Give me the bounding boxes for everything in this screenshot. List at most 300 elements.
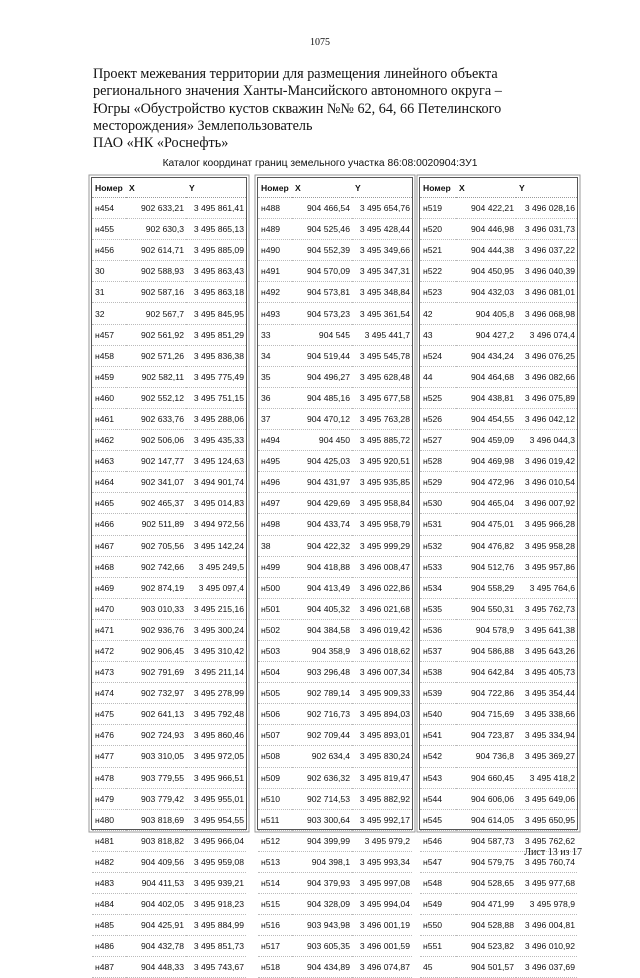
table-row xyxy=(420,303,577,324)
y-coordinate-cell: 3 495 649,06 xyxy=(516,788,577,809)
y-coordinate-cell: 3 495 300,24 xyxy=(186,619,246,640)
point-number-cell: н480 xyxy=(92,809,126,830)
table-row xyxy=(258,936,412,957)
x-coordinate-cell: 904 501,57 xyxy=(456,957,516,978)
x-coordinate-cell: 904 444,38 xyxy=(456,240,516,261)
y-coordinate-cell: 3 495 920,51 xyxy=(352,451,412,472)
table-row xyxy=(420,472,577,493)
x-coordinate-cell: 904 723,87 xyxy=(456,725,516,746)
table-row xyxy=(92,261,246,282)
point-number-cell: н486 xyxy=(92,936,126,957)
title-line-3: Югры «Обустройство кустов скважин №№ 62, 64, 66 Петелинского xyxy=(93,100,502,117)
x-coordinate-cell: 904 573,81 xyxy=(292,282,352,303)
point-number-cell: н544 xyxy=(420,788,456,809)
table-row xyxy=(258,662,412,683)
table-row xyxy=(258,387,412,408)
table-row xyxy=(92,936,246,957)
table-row xyxy=(420,957,577,978)
x-coordinate-cell: 904 434,24 xyxy=(456,345,516,366)
table-row xyxy=(258,725,412,746)
x-coordinate-cell: 904 422,21 xyxy=(456,198,516,219)
x-coordinate-cell: 904 402,05 xyxy=(126,894,186,915)
point-number-cell: 43 xyxy=(420,324,456,345)
x-coordinate-cell: 902 709,44 xyxy=(292,725,352,746)
point-number-cell: н519 xyxy=(420,198,456,219)
point-number-cell: н535 xyxy=(420,598,456,619)
table-row xyxy=(420,662,577,683)
point-number-cell: н545 xyxy=(420,809,456,830)
table-row xyxy=(420,493,577,514)
x-coordinate-cell: 904 411,53 xyxy=(126,873,186,894)
table-row xyxy=(420,598,577,619)
table-row xyxy=(258,809,412,830)
x-coordinate-cell: 902 588,93 xyxy=(126,261,186,282)
x-coordinate-cell: 904 454,55 xyxy=(456,408,516,429)
y-coordinate-cell: 3 495 979,2 xyxy=(352,830,412,851)
y-coordinate-cell: 3 495 978,9 xyxy=(516,894,577,915)
coordinate-table xyxy=(258,178,412,978)
point-number-cell: н470 xyxy=(92,598,126,619)
y-coordinate-cell: 3 496 004,81 xyxy=(516,915,577,936)
point-number-cell: н461 xyxy=(92,408,126,429)
point-number-cell: н460 xyxy=(92,387,126,408)
y-coordinate-cell: 3 495 249,5 xyxy=(186,556,246,577)
y-coordinate-cell: 3 495 288,06 xyxy=(186,408,246,429)
y-coordinate-cell: 3 496 037,69 xyxy=(516,957,577,978)
y-coordinate-cell: 3 495 310,42 xyxy=(186,640,246,661)
table-row xyxy=(420,894,577,915)
x-coordinate-cell: 904 358,9 xyxy=(292,640,352,661)
table-row xyxy=(258,851,412,872)
point-number-cell: н472 xyxy=(92,640,126,661)
point-number-cell: н510 xyxy=(258,788,292,809)
x-coordinate-cell: 904 384,58 xyxy=(292,619,352,640)
x-coordinate-cell: 902 552,12 xyxy=(126,387,186,408)
point-number-cell: н463 xyxy=(92,451,126,472)
x-coordinate-cell: 902 571,26 xyxy=(126,345,186,366)
y-coordinate-cell: 3 495 418,2 xyxy=(516,767,577,788)
point-number-cell: н507 xyxy=(258,725,292,746)
y-coordinate-cell: 3 495 650,95 xyxy=(516,809,577,830)
y-coordinate-cell: 3 495 836,38 xyxy=(186,345,246,366)
x-coordinate-cell: 904 573,23 xyxy=(292,303,352,324)
point-number-cell: н476 xyxy=(92,725,126,746)
x-coordinate-cell: 903 300,64 xyxy=(292,809,352,830)
x-coordinate-cell: 902 641,13 xyxy=(126,704,186,725)
table-row xyxy=(258,830,412,851)
x-coordinate-cell: 904 558,29 xyxy=(456,577,516,598)
y-coordinate-cell: 3 495 819,47 xyxy=(352,767,412,788)
y-coordinate-cell: 3 495 348,84 xyxy=(352,282,412,303)
y-coordinate-cell: 3 496 001,59 xyxy=(352,936,412,957)
y-coordinate-cell: 3 494 972,56 xyxy=(186,514,246,535)
table-row xyxy=(92,240,246,261)
y-coordinate-cell: 3 495 955,01 xyxy=(186,788,246,809)
y-coordinate-cell: 3 495 775,49 xyxy=(186,366,246,387)
point-number-cell: н539 xyxy=(420,683,456,704)
x-coordinate-cell: 903 296,48 xyxy=(292,662,352,683)
x-coordinate-cell: 903 943,98 xyxy=(292,915,352,936)
x-coordinate-cell: 902 936,76 xyxy=(126,619,186,640)
table-row xyxy=(92,894,246,915)
table-row xyxy=(420,219,577,240)
x-coordinate-cell: 904 465,04 xyxy=(456,493,516,514)
table-row xyxy=(420,746,577,767)
catalog-title: Каталог координат границ земельного участка 86:08:0020904:ЗУ1 xyxy=(162,158,478,169)
y-coordinate-cell: 3 495 641,38 xyxy=(516,619,577,640)
y-coordinate-cell: 3 496 031,73 xyxy=(516,219,577,240)
y-coordinate-cell: 3 496 010,54 xyxy=(516,472,577,493)
y-coordinate-cell: 3 495 760,74 xyxy=(516,851,577,872)
point-number-cell: 31 xyxy=(92,282,126,303)
x-coordinate-cell: 904 422,32 xyxy=(292,535,352,556)
point-number-cell: н492 xyxy=(258,282,292,303)
y-coordinate-cell: 3 496 022,86 xyxy=(352,577,412,598)
point-number-cell: н541 xyxy=(420,725,456,746)
point-number-cell: н540 xyxy=(420,704,456,725)
table-row xyxy=(92,387,246,408)
point-number-cell: 42 xyxy=(420,303,456,324)
table-row xyxy=(258,704,412,725)
table-row xyxy=(420,619,577,640)
table-row xyxy=(258,556,412,577)
y-coordinate-cell: 3 496 021,68 xyxy=(352,598,412,619)
table-row xyxy=(92,725,246,746)
y-coordinate-cell: 3 496 044,3 xyxy=(516,430,577,451)
x-coordinate-cell: 904 587,73 xyxy=(456,830,516,851)
x-coordinate-cell: 904 578,9 xyxy=(456,619,516,640)
y-coordinate-cell: 3 495 972,05 xyxy=(186,746,246,767)
point-number-cell: н523 xyxy=(420,282,456,303)
point-number-cell: н511 xyxy=(258,809,292,830)
table-row xyxy=(92,345,246,366)
table-row xyxy=(92,472,246,493)
point-number-cell: н520 xyxy=(420,219,456,240)
header-x: X xyxy=(126,178,186,198)
table-row xyxy=(258,430,412,451)
point-number-cell: 32 xyxy=(92,303,126,324)
table-header-row xyxy=(258,178,412,198)
x-coordinate-cell: 904 438,81 xyxy=(456,387,516,408)
coordinate-table-1 xyxy=(91,177,247,973)
x-coordinate-cell: 904 431,97 xyxy=(292,472,352,493)
table-row xyxy=(420,366,577,387)
x-coordinate-cell: 903 310,05 xyxy=(126,746,186,767)
point-number-cell: н493 xyxy=(258,303,292,324)
y-coordinate-cell: 3 496 019,42 xyxy=(352,619,412,640)
x-coordinate-cell: 904 432,03 xyxy=(456,282,516,303)
point-number-cell: н489 xyxy=(258,219,292,240)
header-y: Y xyxy=(352,178,412,198)
point-number-cell: н501 xyxy=(258,598,292,619)
table-row xyxy=(258,957,412,978)
table-row xyxy=(92,851,246,872)
table-row xyxy=(420,788,577,809)
y-coordinate-cell: 3 496 081,01 xyxy=(516,282,577,303)
y-coordinate-cell: 3 496 068,98 xyxy=(516,303,577,324)
x-coordinate-cell: 904 469,98 xyxy=(456,451,516,472)
point-number-cell: н487 xyxy=(92,957,126,978)
y-coordinate-cell: 3 495 958,84 xyxy=(352,493,412,514)
point-number-cell: н531 xyxy=(420,514,456,535)
y-coordinate-cell: 3 495 677,58 xyxy=(352,387,412,408)
table-row xyxy=(420,535,577,556)
y-coordinate-cell: 3 495 966,51 xyxy=(186,767,246,788)
point-number-cell: н484 xyxy=(92,894,126,915)
x-coordinate-cell: 903 779,42 xyxy=(126,788,186,809)
x-coordinate-cell: 903 605,35 xyxy=(292,936,352,957)
point-number-cell: н529 xyxy=(420,472,456,493)
x-coordinate-cell: 904 642,84 xyxy=(456,662,516,683)
table-row xyxy=(258,683,412,704)
point-number-cell: н524 xyxy=(420,345,456,366)
table-row xyxy=(420,767,577,788)
x-coordinate-cell: 902 716,73 xyxy=(292,704,352,725)
point-number-cell: н454 xyxy=(92,198,126,219)
point-number-cell: н533 xyxy=(420,556,456,577)
x-coordinate-cell: 902 465,37 xyxy=(126,493,186,514)
x-coordinate-cell: 904 528,65 xyxy=(456,873,516,894)
point-number-cell: н509 xyxy=(258,767,292,788)
x-coordinate-cell: 904 523,82 xyxy=(456,936,516,957)
x-coordinate-cell: 904 434,89 xyxy=(292,957,352,978)
point-number-cell: н517 xyxy=(258,936,292,957)
x-coordinate-cell: 904 466,54 xyxy=(292,198,352,219)
point-number-cell: 36 xyxy=(258,387,292,408)
x-coordinate-cell: 904 399,99 xyxy=(292,830,352,851)
header-x: X xyxy=(456,178,516,198)
x-coordinate-cell: 902 732,97 xyxy=(126,683,186,704)
y-coordinate-cell: 3 495 142,24 xyxy=(186,535,246,556)
point-number-cell: н512 xyxy=(258,830,292,851)
table-row xyxy=(92,873,246,894)
x-coordinate-cell: 903 818,82 xyxy=(126,830,186,851)
point-number-cell: н466 xyxy=(92,514,126,535)
x-coordinate-cell: 904 450,95 xyxy=(456,261,516,282)
point-number-cell: н469 xyxy=(92,577,126,598)
point-number-cell: н532 xyxy=(420,535,456,556)
y-coordinate-cell: 3 495 918,23 xyxy=(186,894,246,915)
table-row xyxy=(92,366,246,387)
table-row xyxy=(92,704,246,725)
table-row xyxy=(92,577,246,598)
y-coordinate-cell: 3 495 954,55 xyxy=(186,809,246,830)
point-number-cell: н459 xyxy=(92,366,126,387)
table-row xyxy=(92,640,246,661)
table-row xyxy=(92,915,246,936)
y-coordinate-cell: 3 495 894,03 xyxy=(352,704,412,725)
table-row xyxy=(258,303,412,324)
x-coordinate-cell: 902 906,45 xyxy=(126,640,186,661)
x-coordinate-cell: 902 634,4 xyxy=(292,746,352,767)
y-coordinate-cell: 3 495 861,41 xyxy=(186,198,246,219)
table-row xyxy=(258,873,412,894)
x-coordinate-cell: 904 528,88 xyxy=(456,915,516,936)
table-row xyxy=(258,240,412,261)
y-coordinate-cell: 3 495 939,21 xyxy=(186,873,246,894)
point-number-cell: н518 xyxy=(258,957,292,978)
point-number-cell: н490 xyxy=(258,240,292,261)
title-line-2: регионального значения Ханты-Мансийского автономного округа – xyxy=(93,83,502,100)
coordinate-table xyxy=(92,178,246,978)
x-coordinate-cell: 904 614,05 xyxy=(456,809,516,830)
y-coordinate-cell: 3 495 278,99 xyxy=(186,683,246,704)
table-row xyxy=(92,598,246,619)
table-row xyxy=(92,408,246,429)
table-row xyxy=(420,240,577,261)
point-number-cell: н547 xyxy=(420,851,456,872)
table-row xyxy=(258,219,412,240)
point-number-cell: н542 xyxy=(420,746,456,767)
point-number-cell: н548 xyxy=(420,873,456,894)
table-row xyxy=(92,535,246,556)
x-coordinate-cell: 904 328,09 xyxy=(292,894,352,915)
page-number: 1075 xyxy=(310,37,330,48)
x-coordinate-cell: 904 606,06 xyxy=(456,788,516,809)
x-coordinate-cell: 904 660,45 xyxy=(456,767,516,788)
y-coordinate-cell: 3 496 074,87 xyxy=(352,957,412,978)
table-row xyxy=(258,345,412,366)
y-coordinate-cell: 3 496 010,92 xyxy=(516,936,577,957)
x-coordinate-cell: 904 405,8 xyxy=(456,303,516,324)
point-number-cell: н479 xyxy=(92,788,126,809)
table-row xyxy=(258,514,412,535)
point-number-cell: н525 xyxy=(420,387,456,408)
point-number-cell: н495 xyxy=(258,451,292,472)
header-y: Y xyxy=(186,178,246,198)
y-coordinate-cell: 3 495 884,99 xyxy=(186,915,246,936)
table-row xyxy=(420,261,577,282)
table-row xyxy=(258,746,412,767)
x-coordinate-cell: 904 475,01 xyxy=(456,514,516,535)
table-row xyxy=(258,915,412,936)
x-coordinate-cell: 904 418,88 xyxy=(292,556,352,577)
table-row xyxy=(92,303,246,324)
point-number-cell: 34 xyxy=(258,345,292,366)
y-coordinate-cell: 3 496 037,22 xyxy=(516,240,577,261)
y-coordinate-cell: 3 495 863,43 xyxy=(186,261,246,282)
x-coordinate-cell: 904 470,12 xyxy=(292,408,352,429)
point-number-cell: н514 xyxy=(258,873,292,894)
point-number-cell: н549 xyxy=(420,894,456,915)
y-coordinate-cell: 3 495 751,15 xyxy=(186,387,246,408)
point-number-cell: н491 xyxy=(258,261,292,282)
point-number-cell: н505 xyxy=(258,683,292,704)
x-coordinate-cell: 902 791,69 xyxy=(126,662,186,683)
y-coordinate-cell: 3 495 211,14 xyxy=(186,662,246,683)
y-coordinate-cell: 3 495 977,68 xyxy=(516,873,577,894)
point-number-cell: н546 xyxy=(420,830,456,851)
point-number-cell: н498 xyxy=(258,514,292,535)
y-coordinate-cell: 3 495 958,79 xyxy=(352,514,412,535)
header-number: Номер xyxy=(258,178,292,198)
x-coordinate-cell: 904 425,03 xyxy=(292,451,352,472)
y-coordinate-cell: 3 495 347,31 xyxy=(352,261,412,282)
y-coordinate-cell: 3 495 999,29 xyxy=(352,535,412,556)
y-coordinate-cell: 3 495 762,62 xyxy=(516,830,577,851)
table-row xyxy=(258,767,412,788)
table-row xyxy=(92,957,246,978)
table-row xyxy=(92,683,246,704)
y-coordinate-cell: 3 495 909,33 xyxy=(352,683,412,704)
x-coordinate-cell: 904 550,31 xyxy=(456,598,516,619)
x-coordinate-cell: 902 587,16 xyxy=(126,282,186,303)
point-number-cell: н521 xyxy=(420,240,456,261)
y-coordinate-cell: 3 496 007,92 xyxy=(516,493,577,514)
x-coordinate-cell: 902 511,89 xyxy=(126,514,186,535)
x-coordinate-cell: 902 874,19 xyxy=(126,577,186,598)
x-coordinate-cell: 904 446,98 xyxy=(456,219,516,240)
table-row xyxy=(92,556,246,577)
x-coordinate-cell: 902 742,66 xyxy=(126,556,186,577)
x-coordinate-cell: 904 448,33 xyxy=(126,957,186,978)
point-number-cell: 33 xyxy=(258,324,292,345)
x-coordinate-cell: 903 779,55 xyxy=(126,767,186,788)
point-number-cell: 38 xyxy=(258,535,292,556)
y-coordinate-cell: 3 496 018,62 xyxy=(352,640,412,661)
y-coordinate-cell: 3 496 019,42 xyxy=(516,451,577,472)
table-row xyxy=(258,598,412,619)
x-coordinate-cell: 902 705,56 xyxy=(126,535,186,556)
point-number-cell: н508 xyxy=(258,746,292,767)
x-coordinate-cell: 904 459,09 xyxy=(456,430,516,451)
table-row xyxy=(258,198,412,219)
y-coordinate-cell: 3 495 863,18 xyxy=(186,282,246,303)
x-coordinate-cell: 904 405,32 xyxy=(292,598,352,619)
point-number-cell: 35 xyxy=(258,366,292,387)
x-coordinate-cell: 904 485,16 xyxy=(292,387,352,408)
table-header-row xyxy=(420,178,577,198)
x-coordinate-cell: 902 147,77 xyxy=(126,451,186,472)
y-coordinate-cell: 3 495 643,26 xyxy=(516,640,577,661)
point-number-cell: н500 xyxy=(258,577,292,598)
point-number-cell: н513 xyxy=(258,851,292,872)
point-number-cell: н497 xyxy=(258,493,292,514)
y-coordinate-cell: 3 495 893,01 xyxy=(352,725,412,746)
point-number-cell: н502 xyxy=(258,619,292,640)
y-coordinate-cell: 3 494 901,74 xyxy=(186,472,246,493)
point-number-cell: н516 xyxy=(258,915,292,936)
title-line-5: ПАО «НК «Роснефть» xyxy=(93,135,229,152)
x-coordinate-cell: 904 379,93 xyxy=(292,873,352,894)
table-row xyxy=(92,430,246,451)
header-y: Y xyxy=(516,178,577,198)
y-coordinate-cell: 3 495 997,08 xyxy=(352,873,412,894)
table-row xyxy=(258,640,412,661)
x-coordinate-cell: 903 010,33 xyxy=(126,598,186,619)
x-coordinate-cell: 902 506,06 xyxy=(126,430,186,451)
x-coordinate-cell: 904 715,69 xyxy=(456,704,516,725)
x-coordinate-cell: 904 552,39 xyxy=(292,240,352,261)
x-coordinate-cell: 903 818,69 xyxy=(126,809,186,830)
table-row xyxy=(420,408,577,429)
x-coordinate-cell: 904 525,46 xyxy=(292,219,352,240)
x-coordinate-cell: 904 425,91 xyxy=(126,915,186,936)
point-number-cell: н475 xyxy=(92,704,126,725)
table-row xyxy=(92,324,246,345)
x-coordinate-cell: 902 567,7 xyxy=(126,303,186,324)
y-coordinate-cell: 3 495 830,24 xyxy=(352,746,412,767)
y-coordinate-cell: 3 495 885,72 xyxy=(352,430,412,451)
y-coordinate-cell: 3 495 428,44 xyxy=(352,219,412,240)
y-coordinate-cell: 3 495 014,83 xyxy=(186,493,246,514)
x-coordinate-cell: 904 519,44 xyxy=(292,345,352,366)
point-number-cell: н483 xyxy=(92,873,126,894)
table-row xyxy=(420,556,577,577)
y-coordinate-cell: 3 495 966,04 xyxy=(186,830,246,851)
point-number-cell: н473 xyxy=(92,662,126,683)
point-number-cell: н530 xyxy=(420,493,456,514)
